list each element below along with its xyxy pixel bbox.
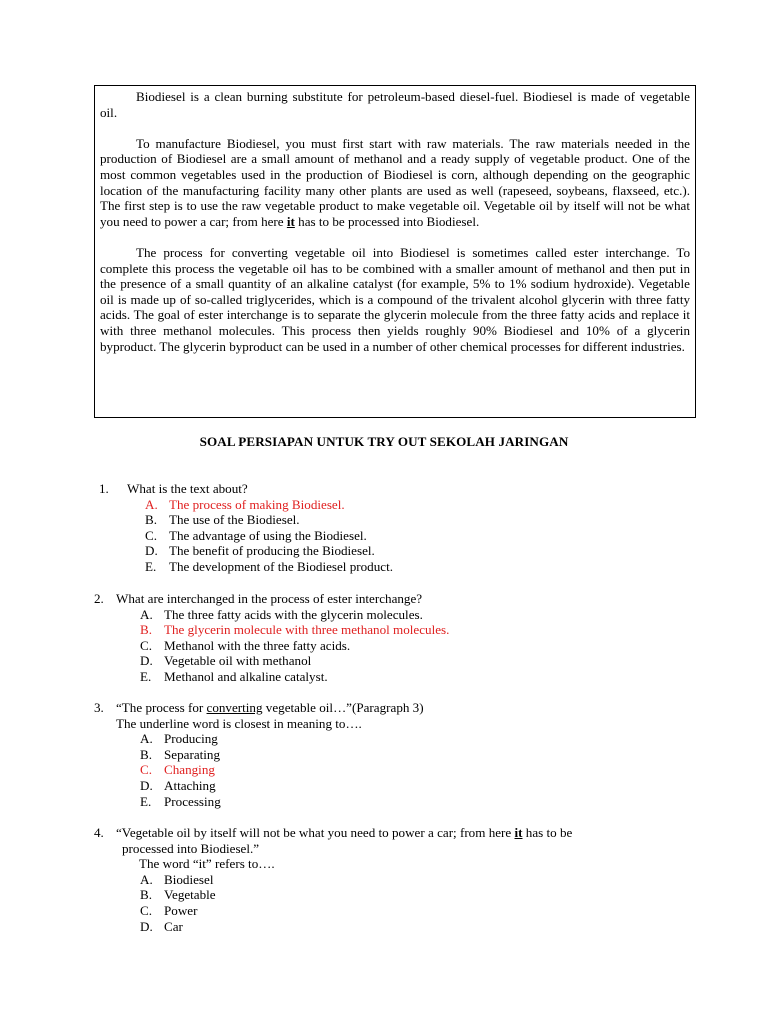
option-text: The advantage of using the Biodiesel. bbox=[169, 527, 367, 543]
option-c bbox=[94, 903, 694, 919]
option-b bbox=[94, 887, 694, 903]
option-text: Changing bbox=[164, 762, 215, 778]
option-letter: C. bbox=[140, 902, 153, 918]
option-text: Power bbox=[164, 902, 198, 918]
question-number: 3. bbox=[94, 700, 104, 715]
options-list bbox=[94, 607, 694, 685]
passage-p2-text-before: To manufacture Biodiesel, you must first start with raw materials. The raw materials needed in the production of Biodiesel are a small amount of methanol and a ready supply of vegetable product. One of the most common vegetables used in the production of Biodiesel is corn, although depending on the geographic location of the manufacturing facility many other plants are used as well (rapeseed, soybeans, flaxseed, etc.). The first step is to use the raw vegetable product to make vegetable oil. Vegetable oil by itself will not be what you need to power a car; from here bbox=[100, 135, 690, 229]
option-text: The use of the Biodiesel. bbox=[169, 512, 300, 528]
option-e bbox=[99, 559, 699, 575]
passage-p2-underlined-word: it bbox=[286, 213, 295, 229]
option-e bbox=[94, 794, 694, 810]
option-text: Attaching bbox=[164, 777, 216, 793]
section-heading: SOAL PERSIAPAN UNTUK TRY OUT SEKOLAH JARINGAN bbox=[199, 434, 569, 449]
question-underlined-word: it bbox=[514, 825, 523, 840]
reading-passage-box bbox=[94, 85, 696, 418]
option-a bbox=[94, 731, 694, 747]
question-text bbox=[116, 825, 694, 841]
question-underlined-word: converting bbox=[206, 700, 263, 715]
question-2 bbox=[94, 591, 694, 685]
option-text: The development of the Biodiesel product. bbox=[169, 558, 393, 574]
question-3 bbox=[94, 700, 694, 809]
question-prompt: The word “it” refers to…. bbox=[139, 856, 275, 872]
passage-paragraph-2 bbox=[100, 136, 690, 230]
option-text: Methanol with the three fatty acids. bbox=[164, 637, 351, 653]
options-list bbox=[99, 497, 699, 575]
question-text bbox=[116, 700, 694, 716]
option-text: Processing bbox=[164, 793, 221, 809]
option-letter: C. bbox=[140, 637, 153, 653]
option-letter: D. bbox=[140, 918, 153, 934]
option-text: Methanol and alkaline catalyst. bbox=[164, 668, 328, 684]
option-letter: C. bbox=[145, 527, 158, 543]
option-e bbox=[94, 669, 694, 685]
question-text-before: “Vegetable oil by itself will not be what you need to power a car; from here bbox=[116, 825, 515, 840]
question-text-after: vegetable oil…”(Paragraph 3) bbox=[262, 700, 424, 715]
option-a bbox=[94, 872, 694, 888]
options-list bbox=[94, 872, 694, 934]
option-a bbox=[94, 607, 694, 623]
option-d bbox=[94, 653, 694, 669]
passage-paragraph-3: The process for converting vegetable oil into Biodiesel is sometimes called ester interchange. To complete this process the vegetable oil has to be combined with a smaller amount of methanol and then put in the presence of a small quantity of an alkaline catalyst (for example, 5% to 1% sodium hydroxide). Vegetable oil is made up of so-called triglycerides, which is a compound of the trivalent alcohol glycerin with three fatty acids. The goal of ester interchange is to separate the glycerin molecule from the three fatty acids and replace it with three methanol molecules. This process then yields roughly 90% Biodiesel and 10% of a glycerin byproduct. The glycerin byproduct can be used in a number of other chemical processes for different industries. bbox=[100, 244, 690, 354]
question-text-after: has to be bbox=[522, 825, 573, 840]
option-letter: A. bbox=[140, 871, 153, 887]
option-text: Vegetable bbox=[164, 887, 216, 903]
option-text: The glycerin molecule with three methanol molecules. bbox=[164, 622, 450, 638]
option-letter: D. bbox=[145, 543, 158, 559]
option-d bbox=[94, 919, 694, 935]
option-text: The three fatty acids with the glycerin molecules. bbox=[164, 606, 423, 622]
passage-p2-text-after: has to be processed into Biodiesel. bbox=[294, 213, 480, 229]
option-letter: E. bbox=[140, 793, 152, 809]
option-text: Biodiesel bbox=[164, 871, 214, 887]
passage-paragraph-1: Biodiesel is a clean burning substitute for petroleum-based diesel-fuel. Biodiesel is made of vegetable oil. bbox=[100, 89, 690, 120]
option-letter: D. bbox=[140, 777, 153, 793]
options-list bbox=[94, 731, 694, 809]
question-number: 2. bbox=[94, 591, 104, 606]
question-text: What are interchanged in the process of ester interchange? bbox=[116, 591, 423, 606]
option-text: Vegetable oil with methanol bbox=[164, 653, 312, 669]
question-text: What is the text about? bbox=[127, 481, 248, 496]
option-b bbox=[94, 747, 694, 763]
option-letter: A. bbox=[140, 731, 153, 747]
question-number: 4. bbox=[94, 825, 104, 840]
option-letter: E. bbox=[145, 558, 157, 574]
option-letter: A. bbox=[140, 606, 153, 622]
option-letter: B. bbox=[140, 887, 153, 903]
option-text: The process of making Biodiesel. bbox=[169, 496, 345, 512]
option-d bbox=[94, 778, 694, 794]
option-letter: C. bbox=[140, 762, 153, 778]
question-1 bbox=[99, 481, 699, 575]
option-text: Separating bbox=[164, 746, 220, 762]
option-c bbox=[99, 528, 699, 544]
question-text-continued: processed into Biodiesel.” bbox=[122, 840, 260, 856]
question-prompt: The underline word is closest in meaning to…. bbox=[116, 715, 362, 731]
option-letter: B. bbox=[140, 746, 153, 762]
option-text: The benefit of producing the Biodiesel. bbox=[169, 543, 375, 559]
option-letter: B. bbox=[140, 622, 153, 638]
option-c-correct bbox=[94, 762, 694, 778]
question-text-before: “The process for bbox=[116, 700, 207, 715]
option-text: Car bbox=[164, 918, 183, 934]
option-c bbox=[94, 638, 694, 654]
question-number: 1. bbox=[99, 481, 109, 496]
option-b bbox=[99, 512, 699, 528]
option-d bbox=[99, 543, 699, 559]
option-letter: E. bbox=[140, 668, 152, 684]
option-letter: D. bbox=[140, 653, 153, 669]
option-letter: B. bbox=[145, 512, 158, 528]
question-4 bbox=[94, 825, 694, 934]
option-a-correct bbox=[99, 497, 699, 513]
option-text: Producing bbox=[164, 731, 218, 747]
option-b-correct bbox=[94, 622, 694, 638]
option-letter: A. bbox=[145, 496, 158, 512]
